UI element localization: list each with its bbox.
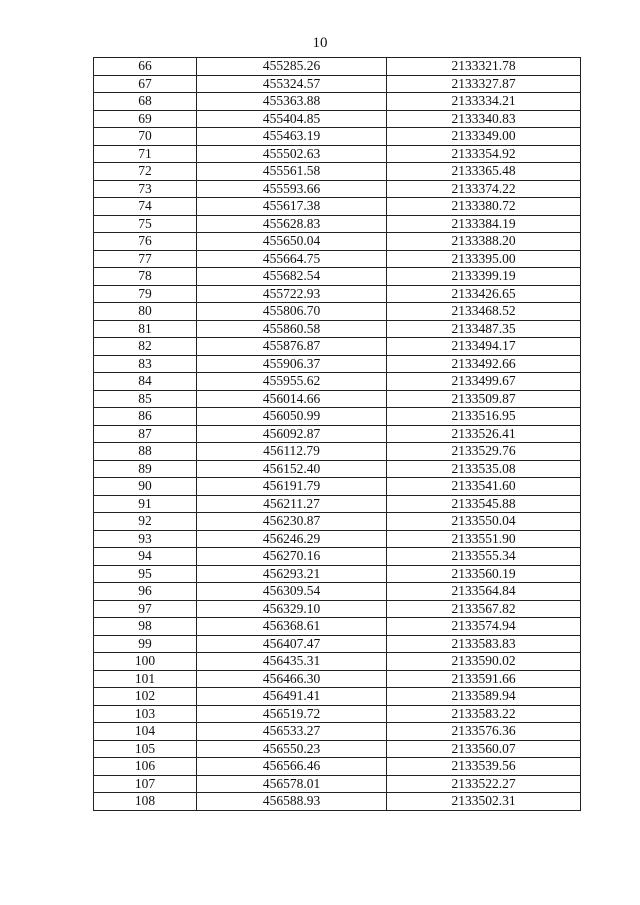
x-coordinate-cell: 456566.46 — [197, 758, 387, 776]
x-coordinate-cell: 455906.37 — [197, 355, 387, 373]
point-number-cell: 101 — [94, 670, 197, 688]
table-row — [94, 93, 581, 111]
table-row — [94, 373, 581, 391]
y-coordinate-cell: 2133509.87 — [387, 390, 581, 408]
table-row — [94, 583, 581, 601]
x-coordinate-cell: 456533.27 — [197, 723, 387, 741]
table-row — [94, 128, 581, 146]
y-coordinate-cell: 2133574.94 — [387, 618, 581, 636]
x-coordinate-cell: 456578.01 — [197, 775, 387, 793]
y-coordinate-cell: 2133522.27 — [387, 775, 581, 793]
x-coordinate-cell: 456014.66 — [197, 390, 387, 408]
x-coordinate-cell: 455682.54 — [197, 268, 387, 286]
table-row — [94, 425, 581, 443]
point-number-cell: 76 — [94, 233, 197, 251]
y-coordinate-cell: 2133576.36 — [387, 723, 581, 741]
x-coordinate-cell: 456407.47 — [197, 635, 387, 653]
point-number-cell: 80 — [94, 303, 197, 321]
table-row — [94, 145, 581, 163]
y-coordinate-cell: 2133499.67 — [387, 373, 581, 391]
point-number-cell: 91 — [94, 495, 197, 513]
x-coordinate-cell: 456211.27 — [197, 495, 387, 513]
x-coordinate-cell: 455650.04 — [197, 233, 387, 251]
y-coordinate-cell: 2133327.87 — [387, 75, 581, 93]
point-number-cell: 100 — [94, 653, 197, 671]
table-row — [94, 443, 581, 461]
table-row — [94, 285, 581, 303]
point-number-cell: 98 — [94, 618, 197, 636]
x-coordinate-cell: 456329.10 — [197, 600, 387, 618]
point-number-cell: 92 — [94, 513, 197, 531]
y-coordinate-cell: 2133492.66 — [387, 355, 581, 373]
y-coordinate-cell: 2133526.41 — [387, 425, 581, 443]
table-row — [94, 390, 581, 408]
point-number-cell: 74 — [94, 198, 197, 216]
point-number-cell: 84 — [94, 373, 197, 391]
point-number-cell: 103 — [94, 705, 197, 723]
point-number-cell: 105 — [94, 740, 197, 758]
point-number-cell: 88 — [94, 443, 197, 461]
x-coordinate-cell: 455617.38 — [197, 198, 387, 216]
point-number-cell: 107 — [94, 775, 197, 793]
table-row — [94, 793, 581, 811]
x-coordinate-cell: 456092.87 — [197, 425, 387, 443]
x-coordinate-cell: 456191.79 — [197, 478, 387, 496]
y-coordinate-cell: 2133539.56 — [387, 758, 581, 776]
point-number-cell: 71 — [94, 145, 197, 163]
point-number-cell: 94 — [94, 548, 197, 566]
x-coordinate-cell: 456050.99 — [197, 408, 387, 426]
table-row — [94, 355, 581, 373]
point-number-cell: 77 — [94, 250, 197, 268]
table-row — [94, 565, 581, 583]
point-number-cell: 102 — [94, 688, 197, 706]
y-coordinate-cell: 2133560.19 — [387, 565, 581, 583]
point-number-cell: 87 — [94, 425, 197, 443]
table-row — [94, 670, 581, 688]
y-coordinate-cell: 2133551.90 — [387, 530, 581, 548]
point-number-cell: 106 — [94, 758, 197, 776]
x-coordinate-cell: 455722.93 — [197, 285, 387, 303]
point-number-cell: 72 — [94, 163, 197, 181]
x-coordinate-cell: 456466.30 — [197, 670, 387, 688]
table-row — [94, 705, 581, 723]
point-number-cell: 104 — [94, 723, 197, 741]
y-coordinate-cell: 2133354.92 — [387, 145, 581, 163]
y-coordinate-cell: 2133550.04 — [387, 513, 581, 531]
y-coordinate-cell: 2133564.84 — [387, 583, 581, 601]
point-number-cell: 79 — [94, 285, 197, 303]
point-number-cell: 68 — [94, 93, 197, 111]
table-row — [94, 775, 581, 793]
point-number-cell: 93 — [94, 530, 197, 548]
x-coordinate-cell: 455628.83 — [197, 215, 387, 233]
table-row — [94, 338, 581, 356]
x-coordinate-cell: 456519.72 — [197, 705, 387, 723]
point-number-cell: 95 — [94, 565, 197, 583]
coordinates-table — [93, 57, 581, 811]
y-coordinate-cell: 2133583.22 — [387, 705, 581, 723]
table-row — [94, 478, 581, 496]
point-number-cell: 69 — [94, 110, 197, 128]
y-coordinate-cell: 2133380.72 — [387, 198, 581, 216]
x-coordinate-cell: 456491.41 — [197, 688, 387, 706]
x-coordinate-cell: 456435.31 — [197, 653, 387, 671]
y-coordinate-cell: 2133555.34 — [387, 548, 581, 566]
table-row — [94, 513, 581, 531]
x-coordinate-cell: 455285.26 — [197, 58, 387, 76]
x-coordinate-cell: 455860.58 — [197, 320, 387, 338]
y-coordinate-cell: 2133334.21 — [387, 93, 581, 111]
y-coordinate-cell: 2133384.19 — [387, 215, 581, 233]
y-coordinate-cell: 2133494.17 — [387, 338, 581, 356]
table-row — [94, 740, 581, 758]
point-number-cell: 86 — [94, 408, 197, 426]
point-number-cell: 70 — [94, 128, 197, 146]
y-coordinate-cell: 2133388.20 — [387, 233, 581, 251]
x-coordinate-cell: 456550.23 — [197, 740, 387, 758]
x-coordinate-cell: 455955.62 — [197, 373, 387, 391]
point-number-cell: 108 — [94, 793, 197, 811]
point-number-cell: 73 — [94, 180, 197, 198]
y-coordinate-cell: 2133399.19 — [387, 268, 581, 286]
table-row — [94, 758, 581, 776]
point-number-cell: 97 — [94, 600, 197, 618]
y-coordinate-cell: 2133560.07 — [387, 740, 581, 758]
table-row — [94, 460, 581, 478]
y-coordinate-cell: 2133395.00 — [387, 250, 581, 268]
y-coordinate-cell: 2133567.82 — [387, 600, 581, 618]
table-row — [94, 198, 581, 216]
x-coordinate-cell: 456246.29 — [197, 530, 387, 548]
x-coordinate-cell: 456309.54 — [197, 583, 387, 601]
y-coordinate-cell: 2133589.94 — [387, 688, 581, 706]
y-coordinate-cell: 2133321.78 — [387, 58, 581, 76]
table-row — [94, 600, 581, 618]
x-coordinate-cell: 456270.16 — [197, 548, 387, 566]
x-coordinate-cell: 455876.87 — [197, 338, 387, 356]
point-number-cell: 67 — [94, 75, 197, 93]
table-row — [94, 688, 581, 706]
x-coordinate-cell: 455664.75 — [197, 250, 387, 268]
table-row — [94, 233, 581, 251]
point-number-cell: 83 — [94, 355, 197, 373]
y-coordinate-cell: 2133545.88 — [387, 495, 581, 513]
table-row — [94, 250, 581, 268]
y-coordinate-cell: 2133516.95 — [387, 408, 581, 426]
point-number-cell: 85 — [94, 390, 197, 408]
table-row — [94, 75, 581, 93]
x-coordinate-cell: 456230.87 — [197, 513, 387, 531]
x-coordinate-cell: 455806.70 — [197, 303, 387, 321]
y-coordinate-cell: 2133591.66 — [387, 670, 581, 688]
y-coordinate-cell: 2133583.83 — [387, 635, 581, 653]
x-coordinate-cell: 456112.79 — [197, 443, 387, 461]
table-row — [94, 180, 581, 198]
table-row — [94, 723, 581, 741]
x-coordinate-cell: 456293.21 — [197, 565, 387, 583]
x-coordinate-cell: 455363.88 — [197, 93, 387, 111]
table-row — [94, 303, 581, 321]
point-number-cell: 81 — [94, 320, 197, 338]
table-row — [94, 548, 581, 566]
table-row — [94, 215, 581, 233]
y-coordinate-cell: 2133374.22 — [387, 180, 581, 198]
table-row — [94, 495, 581, 513]
x-coordinate-cell: 456152.40 — [197, 460, 387, 478]
page-number: 10 — [312, 35, 328, 51]
table-row — [94, 110, 581, 128]
table-row — [94, 320, 581, 338]
y-coordinate-cell: 2133590.02 — [387, 653, 581, 671]
table-row — [94, 618, 581, 636]
y-coordinate-cell: 2133541.60 — [387, 478, 581, 496]
x-coordinate-cell: 455502.63 — [197, 145, 387, 163]
y-coordinate-cell: 2133535.08 — [387, 460, 581, 478]
x-coordinate-cell: 455324.57 — [197, 75, 387, 93]
point-number-cell: 75 — [94, 215, 197, 233]
x-coordinate-cell: 455404.85 — [197, 110, 387, 128]
y-coordinate-cell: 2133426.65 — [387, 285, 581, 303]
coordinates-table-body — [94, 58, 581, 811]
table-row — [94, 58, 581, 76]
point-number-cell: 96 — [94, 583, 197, 601]
x-coordinate-cell: 455561.58 — [197, 163, 387, 181]
table-row — [94, 635, 581, 653]
y-coordinate-cell: 2133529.76 — [387, 443, 581, 461]
point-number-cell: 99 — [94, 635, 197, 653]
y-coordinate-cell: 2133365.48 — [387, 163, 581, 181]
y-coordinate-cell: 2133502.31 — [387, 793, 581, 811]
point-number-cell: 82 — [94, 338, 197, 356]
x-coordinate-cell: 456368.61 — [197, 618, 387, 636]
table-row — [94, 653, 581, 671]
x-coordinate-cell: 455463.19 — [197, 128, 387, 146]
table-row — [94, 163, 581, 181]
y-coordinate-cell: 2133468.52 — [387, 303, 581, 321]
point-number-cell: 66 — [94, 58, 197, 76]
table-row — [94, 408, 581, 426]
table-row — [94, 530, 581, 548]
y-coordinate-cell: 2133349.00 — [387, 128, 581, 146]
point-number-cell: 90 — [94, 478, 197, 496]
point-number-cell: 89 — [94, 460, 197, 478]
point-number-cell: 78 — [94, 268, 197, 286]
y-coordinate-cell: 2133340.83 — [387, 110, 581, 128]
x-coordinate-cell: 456588.93 — [197, 793, 387, 811]
y-coordinate-cell: 2133487.35 — [387, 320, 581, 338]
table-row — [94, 268, 581, 286]
x-coordinate-cell: 455593.66 — [197, 180, 387, 198]
